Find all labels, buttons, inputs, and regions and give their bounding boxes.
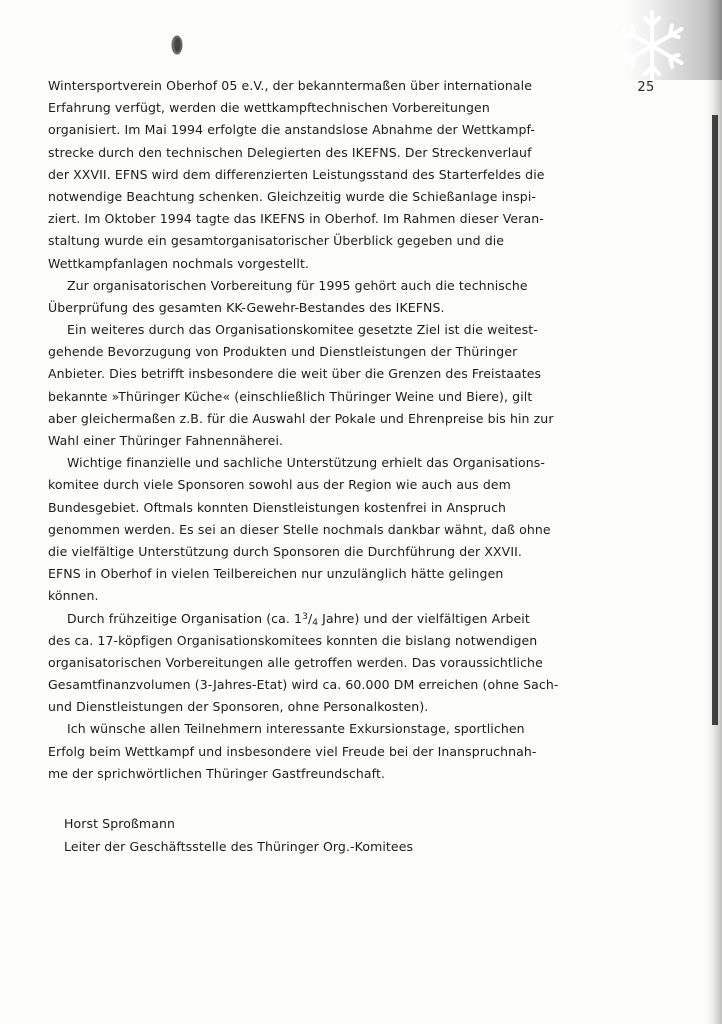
- text-line: me der sprichwörtlichen Thüringer Gastfreundschaft.: [48, 765, 386, 781]
- text-line: EFNS in Oberhof in vielen Teilbereichen nur unzulänglich hätte gelingen: [48, 566, 504, 582]
- text-line: Gesamtfinanzvolumen (3-Jahres-Etat) wird ca. 60.000 DM erreichen (ohne Sach-: [48, 677, 559, 693]
- text-line: Erfolg beim Wettkampf und insbesondere viel Freude bei der Inanspruchnah-: [48, 743, 537, 759]
- text-line-segment: Jahre) und der vielfältigen Arbeit: [318, 610, 530, 626]
- snowflake-icon: [612, 6, 692, 86]
- text-line: ziert. Im Oktober 1994 tagte das IKEFNS in Oberhof. Im Rahmen dieser Veran-: [48, 211, 544, 227]
- text-line: Zur organisatorischen Vorbereitung für 1995 gehört auch die technische: [67, 277, 528, 293]
- text-line: organisatorischen Vorbereitungen alle getroffen werden. Das voraussichtliche: [48, 654, 543, 670]
- text-line-segment: Durch frühzeitige Organisation (ca. 1: [67, 610, 303, 626]
- text-line: komitee durch viele Sponsoren sowohl aus der Region wie auch aus dem: [48, 477, 511, 493]
- body-text: [48, 75, 598, 785]
- fraction-numerator: 3: [302, 611, 308, 622]
- text-line: staltung wurde ein gesamtorganisatorischer Überblick gegeben und die: [48, 233, 505, 249]
- text-line: Anbieter. Dies betrifft insbesondere die weit über die Grenzen des Freistaates: [48, 366, 542, 382]
- text-line: Wichtige finanzielle und sachliche Unterstützung erhielt das Organisations-: [67, 455, 546, 471]
- binding-edge: [712, 115, 718, 725]
- page-number: 25: [637, 80, 655, 95]
- text-line: strecke durch den technischen Delegierten des IKEFNS. Der Streckenverlauf: [48, 144, 532, 160]
- text-line: organisiert. Im Mai 1994 erfolgte die anstandslose Abnahme der Wettkampf-: [48, 122, 535, 138]
- signature-role: Leiter der Geschäftsstelle des Thüringer Org.-Komitees: [64, 839, 414, 854]
- text-line: gehende Bevorzugung von Produkten und Dienstleistungen der Thüringer: [48, 344, 518, 360]
- text-line: genommen werden. Es sei an dieser Stelle nochmals dankbar wähnt, daß ohne: [48, 521, 551, 537]
- text-line: bekannte »Thüringer Küche« (einschließlich Thüringer Weine und Biere), gilt: [48, 388, 533, 404]
- fraction-slash: /: [307, 610, 313, 626]
- signature-block: [64, 812, 564, 858]
- text-line: Bundesgebiet. Oftmals konnten Dienstleistungen kostenfrei in Anspruch: [48, 499, 507, 515]
- signature-name: Horst Sproßmann: [64, 816, 176, 831]
- ink-blot: [170, 34, 184, 56]
- text-line: Wahl einer Thüringer Fahnennäherei.: [48, 433, 284, 448]
- text-line: notwendige Beachtung schenken. Gleichzeitig wurde die Schießanlage inspi-: [48, 188, 537, 204]
- text-line: des ca. 17-köpfigen Organisationskomitees konnten die bislang notwendigen: [48, 632, 538, 648]
- text-line: Erfahrung verfügt, werden die wettkampftechnischen Vorbereitungen: [48, 100, 490, 116]
- text-line: Überprüfung des gesamten KK-Gewehr-Bestandes des IKEFNS.: [48, 299, 445, 315]
- text-line: die vielfältige Unterstützung durch Sponsoren die Durchführung der XXVII.: [48, 543, 522, 559]
- text-line: können.: [48, 588, 99, 604]
- text-line: Ich wünsche allen Teilnehmern interessante Exkursionstage, sportlichen: [67, 721, 525, 737]
- text-line: Wettkampfanlagen nochmals vorgestellt.: [48, 255, 310, 271]
- text-line: [48, 608, 598, 630]
- text-line: Wintersportverein Oberhof 05 e.V., der bekanntermaßen über internationale: [48, 78, 532, 93]
- text-line: der XXVII. EFNS wird dem differenzierten Leistungsstand des Starterfeldes die: [48, 166, 545, 182]
- fraction-denominator: 4: [312, 617, 319, 628]
- text-line: aber gleichermaßen z.B. für die Auswahl der Pokale und Ehrenpreise bis hin zur: [48, 410, 554, 426]
- text-line: und Dienstleistungen der Sponsoren, ohne Personalkosten).: [48, 699, 429, 715]
- text-line: Ein weiteres durch das Organisationskomitee gesetzte Ziel ist die weitest-: [67, 322, 538, 338]
